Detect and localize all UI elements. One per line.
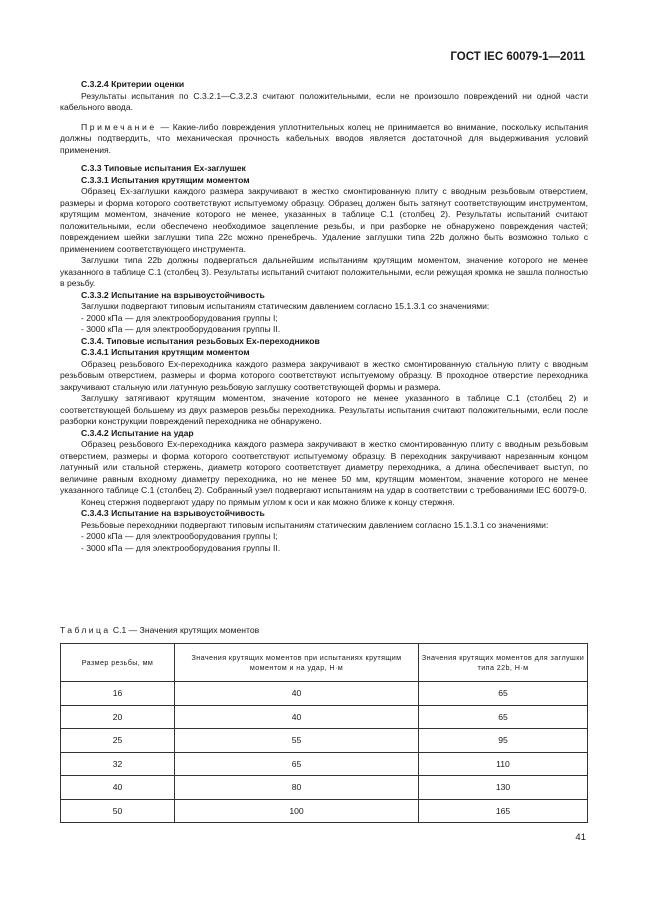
paragraph: Образец Ех-заглушки каждого размера закручивают в жестко смонтированную плиту с вводным резьбовым отверстием, размеры и форма которого соответствуют испытуемому образцу. Образец должен быть затянут соответствующим инструментом, крутящим моментом, значение которого не менее, указанных в таблице С.1 (столбец 2). Результаты испытаний считают положительными, если обеспечено необходимое зацепление резьбы, и при разборке не обнаружено повреждения частей; повреждением шейки заглушки типа 22с можно пренебречь. Удаление заглушки типа 22b должно быть возможно только с применением соответствующего инструмента. xyxy=(60,186,588,254)
table-cell: 50 xyxy=(61,799,175,823)
section-heading: С.3.3.2 Испытание на взрывоустойчивость xyxy=(81,289,265,300)
column-header-torque-test: Значения крутящих моментов при испытаниях крутящим моментом и на удар, Н·м xyxy=(175,644,419,682)
table-cell: 40 xyxy=(175,705,419,729)
section-heading: С.3.3 Типовые испытания Ех-заглушек xyxy=(81,163,246,173)
table-row xyxy=(61,729,588,753)
table-header-row xyxy=(61,644,588,682)
paragraph: Образец резьбового Ех-переходника каждого размера закручивают в жестко смонтированную стальную плиту с вводным резьбовым отверстием, размеры и форма которого соответствуют испытуемому образцу. В проходное отверстие переходника закручивают стальную или латунную резьбовую заглушку соответствующей формы и размера. xyxy=(60,358,588,392)
table-cell: 55 xyxy=(175,729,419,753)
paragraph: Результаты испытания по С.3.2.1—С.3.2.3 считают положительными, если не произошло повреждений ни одной части кабельного ввода. xyxy=(60,90,588,112)
paragraph: Заглушки типа 22b должны подвергаться дальнейшим испытаниям крутящим моментом, значение которого не менее указанного в таблице С.1 (столбец 3). Результаты испытаний считают положительными, если режущая кромка не зашла полностью в резьбу. xyxy=(60,255,588,288)
section-heading: С.3.4.2 Испытание на удар xyxy=(81,427,194,438)
list-item: - 3000 кПа — для электрооборудования группы II. xyxy=(81,542,281,553)
list-item: - 2000 кПа — для электрооборудования группы I; xyxy=(81,531,278,541)
torque-values-table xyxy=(60,643,588,823)
document-body xyxy=(60,79,588,554)
table-cell: 25 xyxy=(61,729,175,753)
table-cell: 165 xyxy=(419,799,588,823)
column-header-thread-size: Размер резьбы, мм xyxy=(61,644,175,682)
page-number: 41 xyxy=(575,832,586,843)
paragraph: Заглушки подвергают типовым испытаниям статическим давлением согласно 15.1.3.1 со значениями: xyxy=(81,301,490,311)
table-row xyxy=(61,705,588,729)
table-cell: 95 xyxy=(419,729,588,753)
table-cell: 65 xyxy=(419,705,588,729)
table-caption-text: С.1 — Значения крутящих моментов xyxy=(110,625,260,635)
column-header-torque-22b: Значения крутящих моментов для заглушки типа 22b, Н·м xyxy=(419,644,588,682)
table-cell: 16 xyxy=(61,682,175,706)
note-paragraph xyxy=(60,122,588,157)
table-cell: 20 xyxy=(61,705,175,729)
paragraph: Конец стержня подвергают удару по прямым углом к оси и как можно ближе к концу стержня. xyxy=(81,496,455,507)
paragraph: Резьбовые переходники подвергают типовым испытаниям статическим давлением согласно 15.1.3.1 со значениями: xyxy=(81,519,549,530)
table-row xyxy=(61,776,588,800)
table-caption-label: Таблица xyxy=(60,625,111,635)
table-cell: 40 xyxy=(61,776,175,800)
table-row xyxy=(61,799,588,823)
paragraph: Образец резьбового Ех-переходника каждого размера закручивают в жестко смонтированную плиту с вводным резьбовым отверстием, размеры и форма которого соответствуют испытуемому образцу. В переходник закручивают нарезанным концом латунный или стальной стержень, диаметр которого соответствует диаметру переходника, а длина обеспечивает выступ, по величине равным входному диаметру переходника, но не менее 50 мм, крутящим моментом, значение которого не менее указанного таблице С.1 (столбец 2). Собранный узел подвергают испытаниям на удар в соответствии с требованиями IEC 60079-0. xyxy=(60,439,588,495)
paragraph: Заглушку затягивают крутящим моментом, значение которого не менее указанного в таблице С.1 (столбец 2) и соответствующей большему из двух размеров резьбы переходника. Результаты испытания считают положительными, если после разборки конструкции повреждений переходника не обнаружено. xyxy=(60,393,588,426)
table-cell: 40 xyxy=(175,682,419,706)
table-row xyxy=(61,752,588,776)
section-heading: С.3.4. Типовые испытания резьбовых Ех-переходников xyxy=(81,335,320,346)
table-cell: 100 xyxy=(175,799,419,823)
list-item: - 3000 кПа — для электрооборудования группы II. xyxy=(81,324,281,334)
table-cell: 65 xyxy=(175,752,419,776)
table-cell: 80 xyxy=(175,776,419,800)
list-item: - 2000 кПа — для электрооборудования группы I; xyxy=(81,312,278,323)
table-row xyxy=(61,682,588,706)
section-heading: С.3.2.4 Критерии оценки xyxy=(81,79,185,89)
table-cell: 65 xyxy=(419,682,588,706)
table-caption xyxy=(60,625,259,635)
section-heading: С.3.4.1 Испытания крутящим моментом xyxy=(81,347,250,357)
document-number-header: ГОСТ IEC 60079-1—2011 xyxy=(450,51,585,63)
table-cell: 110 xyxy=(419,752,588,776)
section-heading: С.3.3.1 Испытания крутящим моментом xyxy=(81,174,250,185)
section-heading: С.3.4.3 Испытание на взрывоустойчивость xyxy=(81,508,265,518)
note-text: — Какие-либо повреждения уплотнительных колец не принимается во внимание, поскольку испытания должны подтвердить, что механическая прочность кабельных вводов является достаточной для выдерживания условий применения. xyxy=(60,121,588,155)
note-label: Примечание xyxy=(81,121,157,132)
table-cell: 32 xyxy=(61,752,175,776)
table-cell: 130 xyxy=(419,776,588,800)
